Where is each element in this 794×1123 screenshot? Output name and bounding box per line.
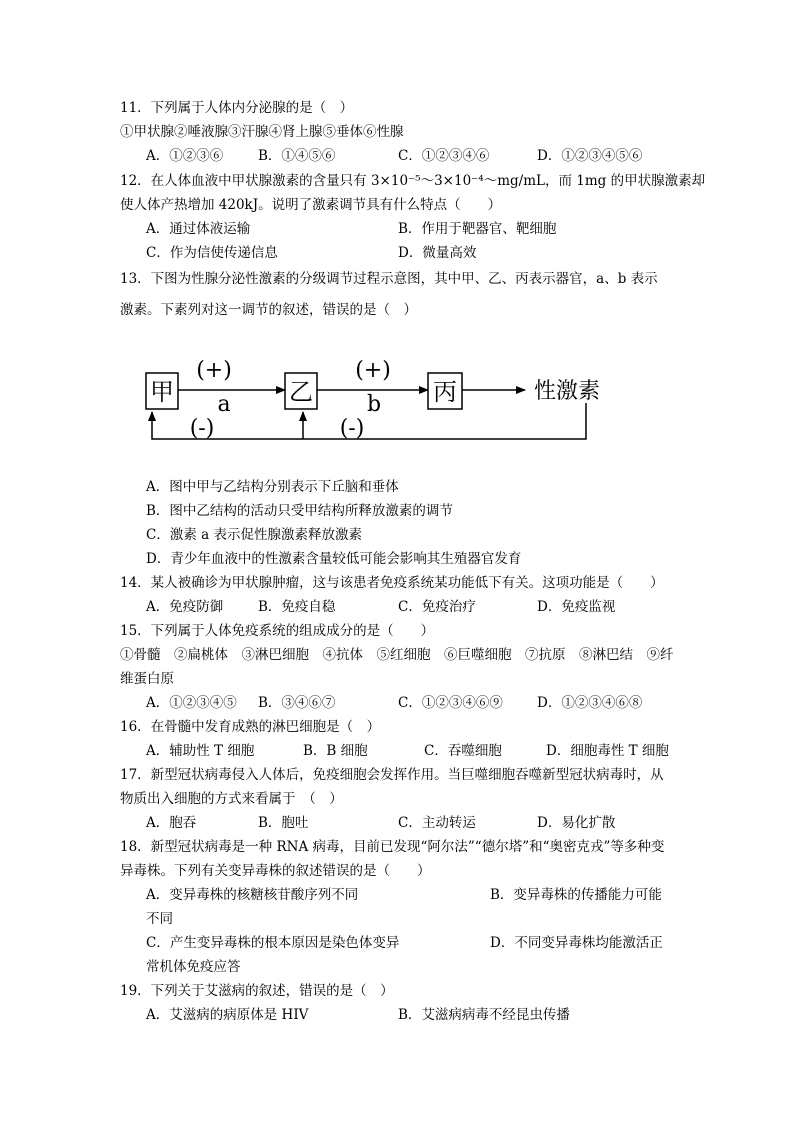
hormone-b-label: b	[366, 392, 382, 417]
q18-stem-line1: 18．新型冠状病毒是一种 RNA 病毒，目前已发现“阿尔法”“德尔塔”和“奥密克戎”等多种变	[120, 839, 665, 855]
q17-option-a: A．胞吞	[146, 815, 197, 831]
q15-option-b: B．③④⑥⑦	[258, 695, 336, 711]
box-jia-label: 甲	[150, 378, 174, 406]
q18-option-a: A．变异毒株的核糖核苷酸序列不同	[146, 887, 359, 903]
q16-option-a: A．辅助性 T 细胞	[146, 743, 255, 759]
q17-option-d: D．易化扩散	[537, 815, 616, 831]
q19-option-b: B．艾滋病病毒不经昆虫传播	[398, 1007, 570, 1023]
q14-option-a: A．免疫防御	[146, 599, 224, 615]
q18-option-d-line1: D．不同变异毒株均能激活正	[490, 935, 663, 951]
q11-stem: 11．下列属于人体内分泌腺的是（ ）	[120, 100, 354, 116]
q12-stem-line2: 使人体产热增加 420kJ。说明了激素调节具有什么特点（ ）	[120, 197, 502, 213]
q15-items-line2: 维蛋白原	[120, 671, 174, 687]
box-yi-label: 乙	[289, 378, 313, 406]
q17-stem-line1: 17．新型冠状病毒侵入人体后，免疫细胞会发挥作用。当巨噬细胞吞噬新型冠状病毒时，从	[120, 767, 664, 783]
minus-label-1: (-)	[189, 416, 215, 441]
q15-items-line1: ①骨髓 ②扁桃体 ③淋巴细胞 ④抗体 ⑤红细胞 ⑥巨噬细胞 ⑦抗原 ⑧淋巴结 ⑨纤	[120, 647, 674, 663]
hormone-a-label: a	[217, 392, 231, 417]
q14-option-b: B．免疫自稳	[258, 599, 336, 615]
sex-hormone-label: 性激素	[534, 379, 601, 404]
plus-label-2: (+)	[355, 358, 391, 383]
q12-option-a: A．通过体液运输	[146, 221, 251, 237]
q15-stem: 15．下列属于人体免疫系统的组成成分的是（ ）	[120, 623, 435, 639]
minus-label-2: (-)	[339, 416, 365, 441]
q19-option-a: A．艾滋病的病原体是 HIV	[146, 1007, 309, 1023]
q15-option-d: D．①②③④⑥⑧	[537, 695, 643, 711]
q12-option-b: B．作用于靶器官、靶细胞	[398, 221, 557, 237]
q15-option-a: A．①②③④⑤	[146, 695, 237, 711]
q14-option-c: C．免疫治疗	[398, 599, 476, 615]
q18-option-b-line2: 不同	[146, 911, 173, 927]
q13-option-c: C．激素 a 表示促性腺激素释放激素	[146, 527, 362, 543]
q17-stem-line2: 物质出入细胞的方式来看属于 （ ）	[120, 791, 343, 807]
q16-option-d: D．细胞毒性 T 细胞	[546, 743, 669, 759]
q17-option-b: B．胞吐	[258, 815, 309, 831]
q13-stem-line1: 13．下图为性腺分泌性激素的分级调节过程示意图，其中甲、乙、丙表示器官，a、b 表示	[120, 271, 658, 287]
q13-option-a: A．图中甲与乙结构分别表示下丘脑和垂体	[146, 479, 399, 495]
q14-stem: 14．某人被确诊为甲状腺肿瘤，这与该患者免疫系统某功能低下有关。这项功能是（ ）	[120, 575, 664, 591]
q16-option-b: B．B 细胞	[303, 743, 368, 759]
plus-label-1: (+)	[196, 358, 232, 383]
box-bing-label: 丙	[433, 378, 457, 406]
q18-option-d-line2: 常机体免疫应答	[146, 959, 241, 975]
q18-option-c: C．产生变异毒株的根本原因是染色体变异	[146, 935, 400, 951]
q11-option-c: C．①②③④⑥	[398, 148, 490, 164]
q15-option-c: C．①②③④⑥⑨	[398, 695, 503, 711]
q11-option-a: A．①②③⑥	[146, 148, 224, 164]
q11-option-d: D．①②③④⑤⑥	[537, 148, 643, 164]
q13-stem-line2: 激素。下素列对这一调节的叙述，错误的是（ ）	[120, 302, 417, 318]
q19-stem: 19．下列关于艾滋病的叙述，错误的是（ ）	[120, 983, 394, 999]
q16-stem: 16．在骨髓中发育成熟的淋巴细胞是（ ）	[120, 719, 381, 735]
q12-stem-line1: 12．在人体血液中甲状腺激素的含量只有 3×10⁻⁵～3×10⁻⁴～mg/mL，而 1mg 的甲状腺激素却	[120, 173, 706, 189]
q13-option-b: B．图中乙结构的活动只受甲结构所释放激素的调节	[146, 503, 453, 519]
q18-stem-line2: 异毒株。下列有关变异毒株的叙述错误的是（ ）	[120, 863, 431, 879]
q11-option-b: B．①④⑤⑥	[258, 148, 336, 164]
q17-option-c: C．主动转运	[398, 815, 476, 831]
q14-option-d: D．免疫监视	[537, 599, 616, 615]
q16-option-c: C．吞噬细胞	[424, 743, 502, 759]
hormone-regulation-diagram	[140, 345, 620, 445]
q11-items: ①甲状腺②唾液腺③汗腺④肾上腺⑤垂体⑥性腺	[120, 124, 404, 140]
q12-option-d: D．微量高效	[398, 245, 477, 261]
q13-option-d: D．青少年血液中的性激素含量较低可能会影响其生殖器官发育	[146, 551, 522, 567]
q12-option-c: C．作为信使传递信息	[146, 245, 278, 261]
q18-option-b-line1: B．变异毒株的传播能力可能	[490, 887, 662, 903]
